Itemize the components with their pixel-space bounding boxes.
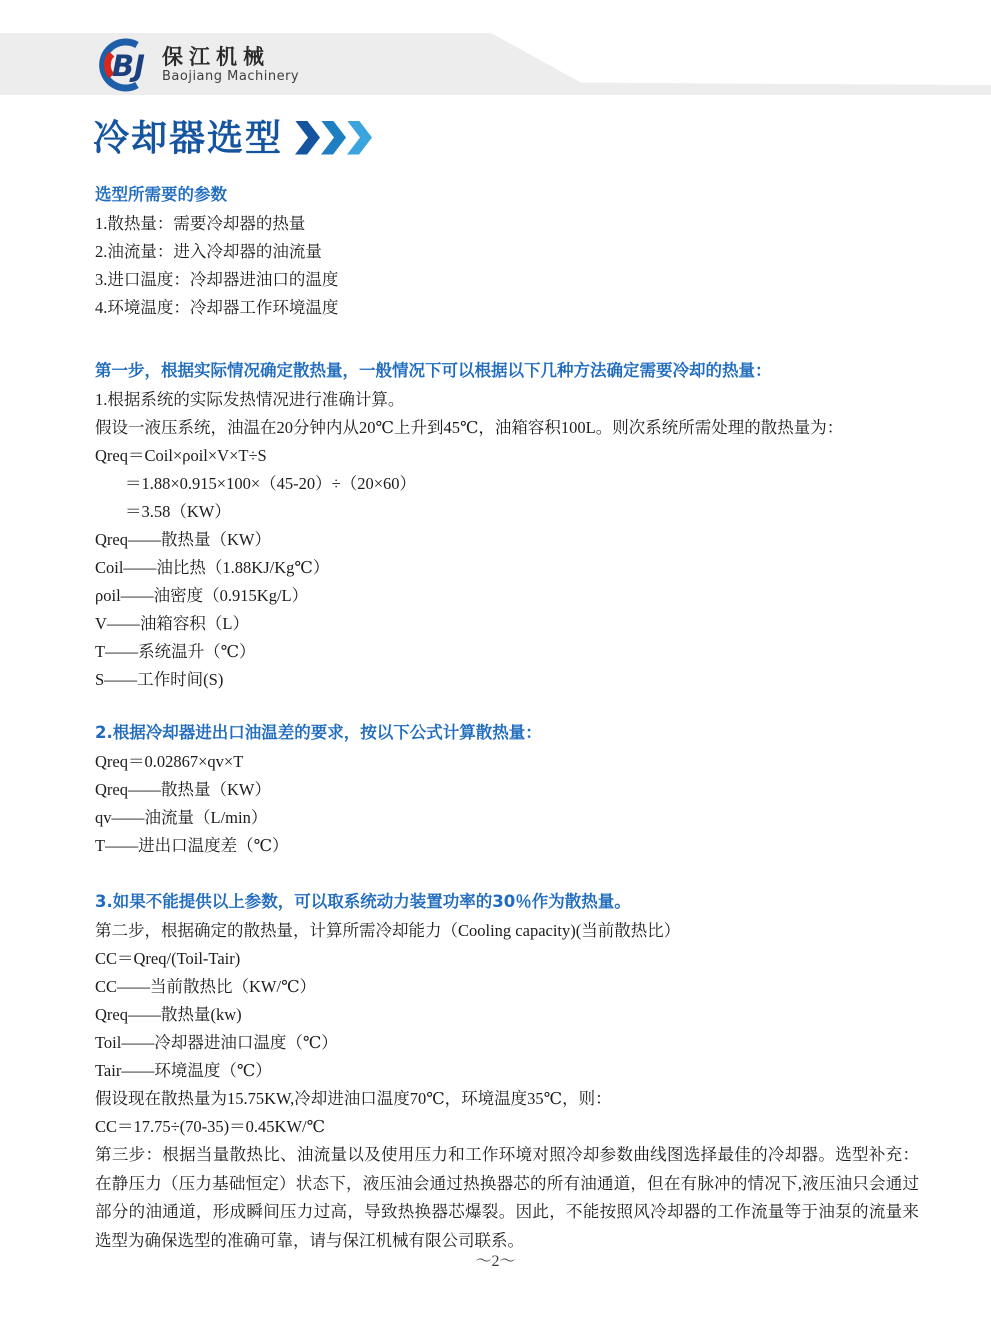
title-chevrons	[295, 121, 372, 155]
header-band-diagonal-cut	[491, 33, 991, 95]
document-content	[95, 180, 919, 1255]
text-line: 1.散热量：需要冷却器的热量	[95, 214, 306, 233]
logo-name-cn: 保江机械	[162, 45, 270, 70]
definition-line: S——工作时间(S)	[95, 670, 224, 689]
chevron-right-icon	[321, 121, 346, 155]
definition-line: T——系统温升（℃）	[95, 642, 256, 661]
section-heading: 选型所需要的参数	[95, 185, 227, 204]
formula-line: CC＝Qreq/(Toil-Tair)	[95, 949, 241, 968]
formula-line: Qreq＝Coil×ρoil×V×T÷S	[95, 446, 267, 465]
section-method3	[95, 887, 919, 1255]
formula-line: ＝3.58（KW）	[125, 502, 231, 521]
section-heading: 第一步，根据实际情况确定散热量，一般情况下可以根据以下几种方法确定需要冷却的热量：	[95, 361, 772, 380]
logo-text	[162, 46, 299, 84]
bj-logo-icon	[95, 37, 153, 93]
definition-line: Tair——环境温度（℃）	[95, 1061, 272, 1080]
text-line: 3.进口温度：冷却器进油口的温度	[95, 270, 339, 289]
chevron-right-icon	[295, 121, 320, 155]
formula-line: ＝1.88×0.915×100×（45-20）÷（20×60）	[125, 474, 417, 493]
definition-line: qv——油流量（L/min）	[95, 808, 268, 827]
company-logo	[95, 37, 299, 93]
definition-line: V——油箱容积（L）	[95, 614, 249, 633]
formula-line: CC＝17.75÷(70-35)＝0.45KW/℃	[95, 1117, 326, 1136]
definition-line: ρoil——油密度（0.915Kg/L）	[95, 586, 309, 605]
section-heading: 2.根据冷却器进出口油温差的要求，按以下公式计算散热量：	[95, 723, 542, 742]
page-number: ～2～	[475, 1253, 516, 1270]
definition-line: Qreq——散热量(kw)	[95, 1005, 242, 1024]
text-line: 4.环境温度：冷却器工作环境温度	[95, 298, 339, 317]
text-line: 第二步，根据确定的散热量，计算所需冷却能力（Cooling capacity)(当前散热比）	[95, 921, 681, 940]
formula-line: Qreq＝0.02867×qv×T	[95, 752, 244, 771]
page-title: 冷却器选型	[93, 118, 284, 159]
definition-line: T——进出口温度差（℃）	[95, 836, 289, 855]
definition-line: Coil——油比热（1.88KJ/Kg℃）	[95, 558, 330, 577]
section-parameters	[95, 180, 919, 322]
section-step1	[95, 356, 919, 694]
section-method2	[95, 718, 919, 860]
definition-line: Toil——冷却器进油口温度（℃）	[95, 1033, 338, 1052]
step3-paragraph: 第三步：根据当量散热比、油流量以及使用压力和工作环境对照冷却参数曲线图选择最佳的冷却器。选型补充：在静压力（压力基础恒定）状态下，液压油会通过热换器芯的所有油通道，但在有脉冲的情况下,液压油只会通过部分的油通道，形成瞬间压力过高，导致热换器芯爆裂。因此，不能按照风冷却器的工作流量等于油泵的流量来选型为确保选型的准确可靠，请与保江机械有限公司联系。	[95, 1145, 919, 1250]
definition-line: CC——当前散热比（KW/℃）	[95, 977, 317, 996]
definition-line: Qreq——散热量（KW）	[95, 530, 271, 549]
logo-monogram: BJ	[112, 49, 145, 83]
text-line: 假设现在散热量为15.75KW,冷却进油口温度70℃，环境温度35℃，则：	[95, 1089, 612, 1108]
definition-line: Qreq——散热量（KW）	[95, 780, 271, 799]
text-line: 1.根据系统的实际发热情况进行准确计算。	[95, 390, 405, 409]
section-heading: 3.如果不能提供以上参数，可以取系统动力装置功率的30％作为散热量。	[95, 892, 631, 911]
logo-name-en: Baojiang Machinery	[162, 69, 300, 85]
text-line: 假设一液压系统，油温在20分钟内从20℃上升到45℃，油箱容积100L。则次系统所需处理的散热量为：	[95, 418, 844, 437]
text-line: 2.油流量：进入冷却器的油流量	[95, 242, 322, 261]
title-row	[93, 110, 372, 161]
chevron-right-icon	[347, 121, 372, 155]
